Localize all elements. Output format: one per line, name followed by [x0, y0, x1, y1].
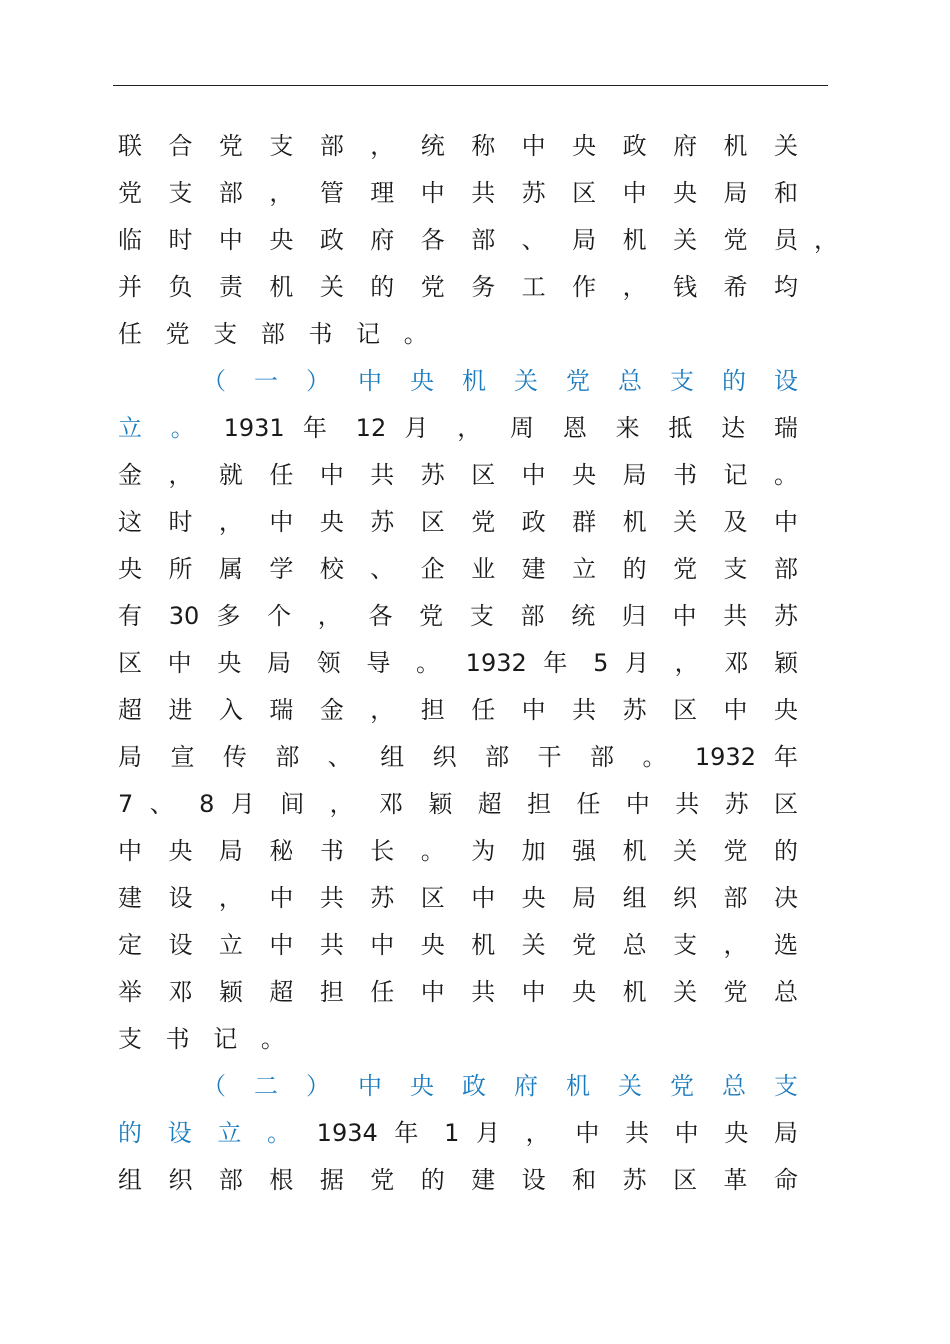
body-line: 局 宣 传 部 、 组 织 部 干 部 。 1932 年 [118, 743, 798, 771]
body-line: 建 设 ， 中 共 苏 区 中 央 局 组 织 部 决 [118, 884, 798, 912]
body-line: 支 书 记 。 [118, 1025, 293, 1053]
document-body [118, 123, 838, 1204]
body-line: 并 负 责 机 关 的 党 务 工 作 ， 钱 希 均 [118, 273, 798, 301]
body-line: 组 织 部 根 据 党 的 建 设 和 苏 区 革 命 [118, 1166, 798, 1194]
body-line: 定 设 立 中 共 中 央 机 关 党 总 支 ， 选 [118, 931, 798, 959]
body-line: 这 时 ， 中 央 苏 区 党 政 群 机 关 及 中 [118, 508, 798, 536]
body-line: 中 央 局 秘 书 长 。 为 加 强 机 关 党 的 [118, 837, 798, 865]
body-line: 临 时 中 央 政 府 各 部 、 局 机 关 党 员 ， [118, 217, 798, 264]
body-line: 党 支 部 ， 管 理 中 共 苏 区 中 央 局 和 [118, 179, 798, 207]
body-line: 的 设 立 。 1934 年 1 月 ， 中 共 中 央 局 [118, 1119, 798, 1147]
section-heading-2-tail: 的 设 立 。 [118, 1119, 301, 1147]
body-line: 区 中 央 局 领 导 。 1932 年 5 月 ， 邓 颖 [118, 649, 798, 677]
overhang-punctuation: ， [814, 226, 838, 254]
body-line: 立 。 1931 年 12 月 ， 周 恩 来 抵 达 瑞 [118, 414, 798, 442]
body-line: 任 党 支 部 书 记 。 [118, 320, 436, 348]
body-line: 举 邓 颖 超 担 任 中 共 中 央 机 关 党 总 [118, 978, 798, 1006]
header-rule [113, 85, 828, 86]
body-line: 有 30 多 个 ， 各 党 支 部 统 归 中 共 苏 [118, 602, 798, 630]
body-line: 联 合 党 支 部 ， 统 称 中 央 政 府 机 关 [118, 132, 798, 160]
body-line: 金 ， 就 任 中 共 苏 区 中 央 局 书 记 。 [118, 461, 798, 489]
body-line: 超 进 入 瑞 金 ， 担 任 中 共 苏 区 中 央 [118, 696, 798, 724]
body-line: 央 所 属 学 校 、 企 业 建 立 的 党 支 部 [118, 555, 798, 583]
body-line: 7 、 8 月 间 ， 邓 颖 超 担 任 中 共 苏 区 [118, 790, 798, 818]
section-heading-1: （ 一 ） 中 央 机 关 党 总 支 的 设 [202, 367, 798, 395]
section-heading-2: （ 二 ） 中 央 政 府 机 关 党 总 支 [202, 1072, 798, 1100]
section-heading-1-tail: 立 。 [118, 414, 206, 442]
